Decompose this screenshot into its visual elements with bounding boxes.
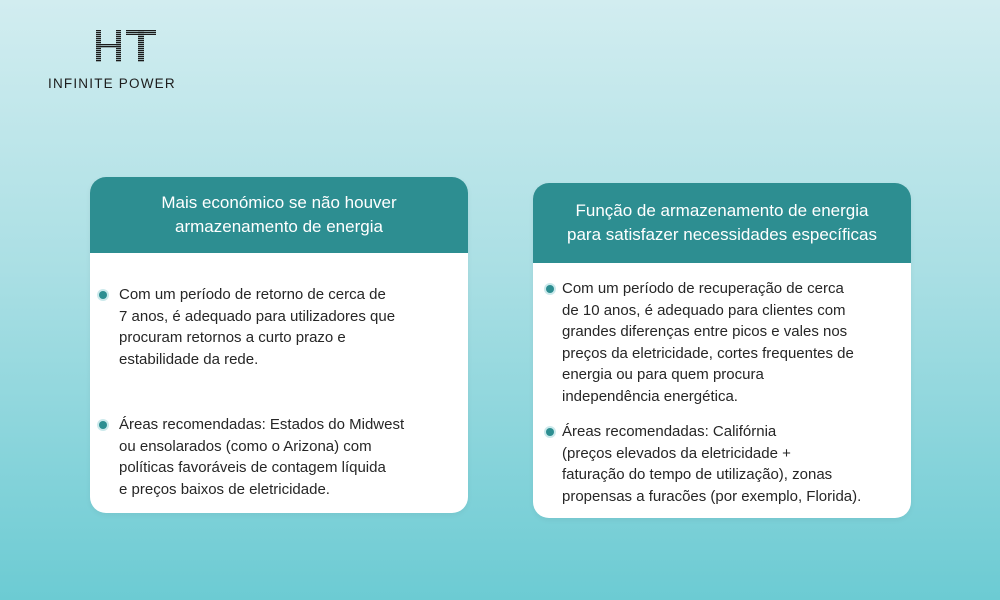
list-item: [533, 421, 899, 507]
list-item-line: faturação do tempo de utilização), zonas: [562, 466, 833, 483]
list-item-line: 7 anos, é adequado para utilizadores que: [119, 307, 396, 325]
list-item-line: energia ou para quem procura: [562, 366, 764, 383]
ht-logo-icon: [94, 28, 158, 64]
card-no-storage: [90, 177, 468, 513]
bullet-dot-icon: [99, 421, 107, 429]
card-title: [533, 183, 911, 263]
card-title-line: Função de armazenamento de energia: [575, 201, 869, 220]
list-item-line: Áreas recomendadas: Califórnia: [562, 423, 777, 440]
list-item-line: Com um período de recuperação de cerca: [562, 280, 844, 297]
list-item: [533, 278, 899, 407]
list-item-line: (preços elevados da eletricidade +: [562, 444, 791, 462]
bullet-dot-icon: [546, 428, 554, 436]
list-item: [90, 414, 456, 500]
list-item: [90, 284, 456, 370]
card-title-line: armazenamento de energia: [175, 217, 383, 236]
list-item-line: propensas a furacões (por exemplo, Florida).: [562, 487, 862, 505]
list-item-line: de 10 anos, é adequado para clientes com: [562, 301, 846, 319]
bullet-dot-icon: [546, 285, 554, 293]
bullet-dot-icon: [99, 291, 107, 299]
list-item-line: independência energética.: [562, 387, 738, 405]
list-item-line: preços da eletricidade, cortes frequentes de: [562, 344, 854, 362]
brand-tagline: INFINITE POWER: [48, 76, 176, 91]
list-item-line: políticas favoráveis de contagem líquida: [119, 459, 386, 476]
list-item-line: Áreas recomendadas: Estados do Midwest: [119, 416, 405, 433]
card-title: [90, 177, 468, 253]
list-item-line: procuram retornos a curto prazo e: [119, 329, 346, 346]
list-item-line: e preços baixos de eletricidade.: [119, 480, 330, 498]
card-title-line: Mais económico se não houver: [161, 193, 397, 212]
list-item-line: ou ensolarados (como o Arizona) com: [119, 437, 372, 455]
list-item-line: Com um período de retorno de cerca de: [119, 286, 386, 303]
list-item-line: estabilidade da rede.: [119, 350, 259, 368]
card-storage: [533, 183, 911, 518]
list-item-line: grandes diferenças entre picos e vales nos: [562, 323, 848, 340]
card-title-line: para satisfazer necessidades específicas: [567, 225, 877, 244]
